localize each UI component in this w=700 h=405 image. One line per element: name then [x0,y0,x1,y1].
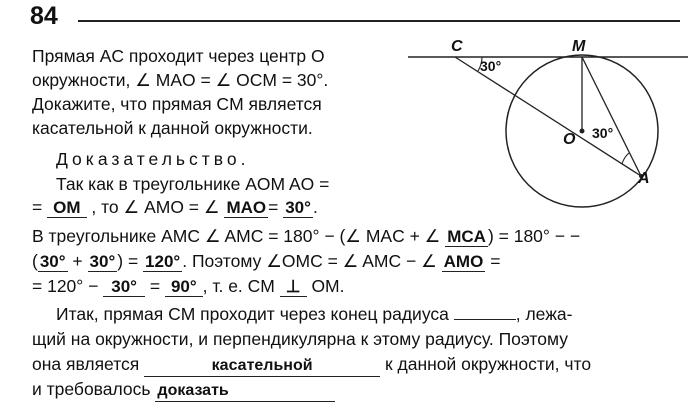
answer-tangent: касательной [144,356,380,377]
conclusion-line-2: щий на окружности, и перпендикулярна к этому радиусу. Поэтому [32,329,568,349]
l5-mid: , т. е. CM [202,276,275,296]
l2-mid: , то ∠ AMO = ∠ [91,197,220,217]
label-C: C [451,38,463,55]
c4-pre: и требовалось [32,379,151,399]
conclusion-line-3 [32,354,591,377]
c3-pre: она является [32,354,140,374]
proof-line-4 [32,251,500,272]
problem-line-1: Прямая AC проходит через центр O [32,46,325,66]
page-number: 84 [30,2,58,30]
answer-AMO: AMO [443,252,484,271]
answer-OM: OM [47,198,86,218]
proof-line-2 [32,197,318,218]
l5-end: OM. [311,276,345,296]
answer-MAO: MAO [226,198,267,217]
answer-30-c: 30° [89,252,116,271]
answer-120: 120° [145,252,181,271]
answer-30-d: 30° [103,277,145,297]
proof-line-5 [32,276,345,297]
label-M: M [572,38,586,55]
conclusion-line-1 [56,304,573,324]
answer-prove: доказать [155,381,335,402]
angle-arc-A [622,153,629,164]
problem-line-3: Докажите, что прямая CM является [32,94,322,114]
answer-90: 90° [165,277,203,297]
conclusion-line-4 [32,379,335,402]
l4-mid: . Поэтому ∠OMC = ∠ AMC − ∠ [182,251,437,271]
l2-pre: = [32,197,43,217]
l3-post: ) = 180° − − [487,226,581,246]
proof-line-3 [32,226,580,247]
l4-close: ) = [117,251,139,271]
c1-end: , лежа- [515,304,573,324]
l4-end: = [490,251,501,271]
blank-radius [454,319,516,320]
angle-label-top: 30° [480,58,502,74]
secant-CA [455,57,641,176]
label-O: O [563,131,576,148]
c3-post: к данной окружности, что [385,354,592,374]
answer-MCA: MCA [447,227,486,246]
l4-plus: + [72,251,83,271]
answer-30-b: 30° [39,252,66,271]
l5-eq: = [149,276,161,296]
center-point [580,129,585,134]
c1-text: Итак, прямая CM проходит через конец радиуса [56,304,449,324]
l5-pre: = 120° − [32,276,99,296]
answer-30-a: 30° [285,198,311,217]
l2-eq: = [268,197,279,217]
proof-line-1: Так как в треугольнике AOM AO = [56,174,330,194]
proof-heading: Доказательство. [56,149,250,169]
angle-label-bottom: 30° [592,125,614,141]
label-A: A [638,170,650,187]
problem-line-4: касательной к данной окружности. [32,118,313,138]
answer-perpendicular: ⊥ [280,277,307,297]
l2-end: . [312,197,318,217]
problem-line-2: окружности, ∠ MAO = ∠ OCM = 30°. [32,70,329,90]
l3-pre: В треугольнике AMC ∠ AMC = 180° − (∠ MAC + ∠ [32,226,441,246]
l4-open: ( [32,251,38,271]
